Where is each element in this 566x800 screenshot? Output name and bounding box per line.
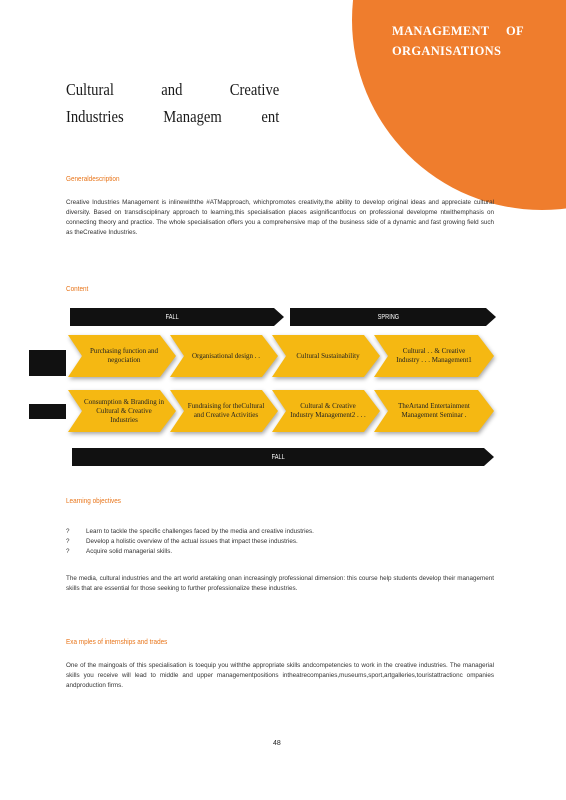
objective-text: Acquire solid managerial skills. [86,548,173,555]
course-purchasing: Purchasing function and negociation [89,347,159,364]
course-consumption-branding: Consumption & Branding in Cultural & Creative Industries [84,397,164,424]
spring-label: SPRING [377,313,399,321]
internships-text: One of the maingoals of this specialisation is toequip you withthe appropriate skills andcompetencies to work in the creative industries. The managerial skills you receive will lead to middle and upper managementpositions intheatrecompanies,museums,sport,artgalleries,touristattractionc ompanies andproduction firms. [66,662,494,689]
row2-marker [29,404,66,419]
course-art-entertainment-seminar: TheArtand Entertainment Management Seminar . [398,402,470,419]
bullet-marker: ? [66,538,70,545]
fall-top-bar [70,308,274,326]
objectives-list [66,527,486,557]
content-heading: Content [66,284,89,293]
page-number: 48 [273,740,281,747]
general-description-text: Creative Industries Management is inlinewiththe #ATMapproach, whichpromotes creativity,the ability to develop original ideas and appreciate cultural diversity. Based on transdisciplinary approach to learning,this specialisation places asignificantfocus on professional developme ntwithemphasis on connecting theory and practice. The whole specialisation offers you a comprehensive map of the business side of a dynamic and fast growing field such as theCreative Industries. [66,199,494,236]
internships-heading: Exa mples of internships and trades [66,637,168,646]
fall-bottom-bar [72,448,484,466]
list-item [66,537,486,547]
fall-top-label: FALL [165,313,179,321]
chevron-step [170,335,278,377]
general-description-heading: Generaldescription [66,174,120,183]
page-title-line-2: Industries Managem ent [66,107,280,126]
row1-marker [29,350,66,376]
chevron-step [272,335,380,377]
chevron-step [170,390,278,432]
objective-text: Learn to tackle the specific challenges faced by the media and creative industries. [86,528,314,535]
bullet-marker: ? [66,528,70,535]
page-title [66,76,279,130]
course-fundraising: Fundraising for theCultural and Creative Activities [187,402,265,419]
course-cci-management-1: Cultural . . & Creative Industry . . . Management1 [396,347,472,364]
course-organisational-design: Organisational design . . [191,351,261,360]
list-item [66,547,486,557]
chevron-step [68,335,176,377]
chevron-step [272,390,380,432]
spring-bar [290,308,486,326]
list-item [66,527,486,537]
chevron-step [374,390,494,432]
chevron-step [374,335,494,377]
course-cci-management-2: Cultural & Creative Industry Management2 . . . [290,402,366,419]
objectives-text: The media, cultural industries and the art world aretaking onan increasingly professional dimension: this course help students develop their management skills that are essential for those seeking to further professionalize these industries. [66,575,494,592]
learning-objectives-heading: Learning objectives [66,496,121,505]
section-title: MANAGEMENT OF ORGANISATIONS [392,24,524,58]
bullet-marker: ? [66,548,70,555]
chevron-step [68,390,176,432]
course-cultural-sustainability: Cultural Sustainability [296,351,360,360]
objective-text: Develop a holistic overview of the actual issues that impact these industries. [86,538,298,545]
page-title-line-1: Cultural and Creative [66,80,280,99]
fall-bottom-label: FALL [271,453,285,461]
